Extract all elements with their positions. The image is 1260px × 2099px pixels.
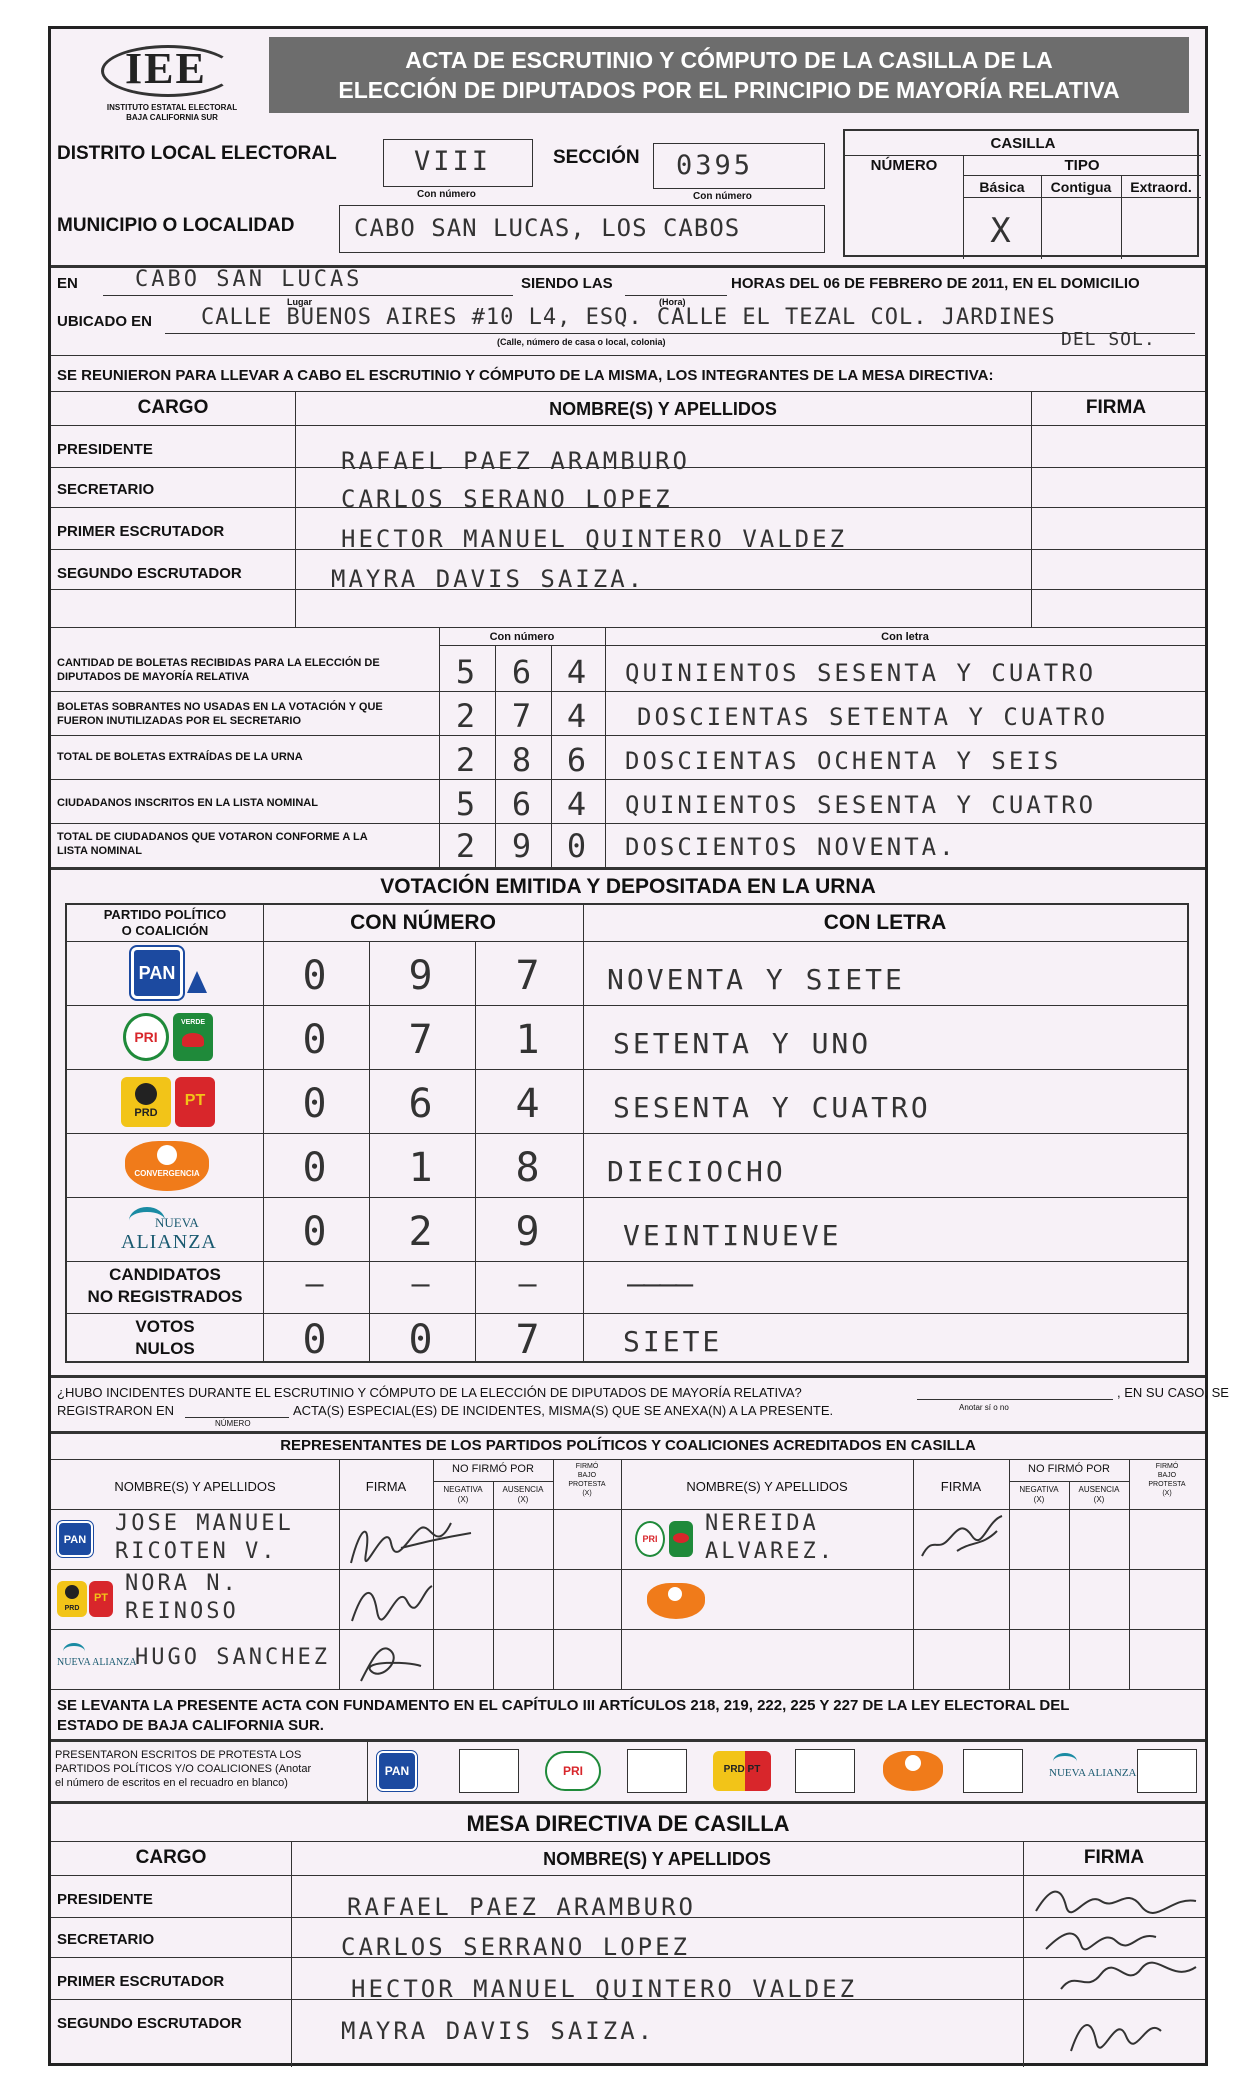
nueva-alianza-logo [117,1203,227,1257]
pan-logo [131,947,183,999]
casilla-contigua-label: Contigua [1050,179,1112,195]
count-digit: 4 [566,785,590,823]
rep-name-line2: REINOSO [125,1599,239,1624]
sun-icon [135,1083,157,1105]
officials-firma-header: FIRMA [1085,397,1147,418]
rep-negativa-left: NEGATIVA [443,1485,483,1494]
nulos-label-2: NULOS [135,1339,195,1358]
vote-digit: 0 [302,1081,330,1127]
count-label-line2: FUERON INUTILIZADAS POR EL SECRETARIO [57,715,302,727]
count-words: QUINIENTOS SESENTA Y CUATRO [625,659,1097,687]
address-line-2: DEL SOL. [1061,329,1156,350]
rep-firmo-right: FIRMÓ [1155,1463,1179,1470]
legal-line-2: ESTADO DE BAJA CALIFORNIA SUR. [57,1717,324,1734]
mesa-firma-header: FIRMA [1083,1847,1145,1868]
address-caption: (Calle, número de casa o local, colonia) [497,337,666,347]
rep-name-line1: NORA N. [125,1571,239,1596]
rep-signature-left-3 [351,1631,431,1687]
pt-logo-text: PT [184,1092,206,1109]
count-label-line1: CANTIDAD DE BOLETAS RECIBIDAS PARA LA ELECCIÓN DE [57,657,380,669]
rep-verde-logo [669,1521,693,1557]
count-digit: 2 [455,827,479,865]
rep-negativa-mark-left: (X) [457,1495,469,1504]
protest-pri-logo: PRI [545,1751,601,1791]
title-line-1: ACTA DE ESCRUTINIO Y CÓMPUTO DE LA CASILLA DE LA [405,47,1053,73]
pan-logo-text: PAN [138,963,176,983]
protest-line-1: PRESENTARON ESCRITOS DE PROTESTA LOS [55,1749,302,1761]
vote-words: SETENTA Y UNO [613,1027,872,1060]
protest-nueva-box[interactable] [1137,1749,1197,1793]
mesa-role: PRESIDENTE [57,1891,153,1908]
rep-prd-logo [57,1581,87,1617]
official-role: PRESIDENTE [57,441,153,458]
rep-pt-logo: PT [89,1581,113,1617]
rep-nofirmo-header-left: NO FIRMÓ POR [452,1463,534,1475]
siendo-label: SIENDO LAS [521,275,613,292]
vote-digit: 1 [408,1145,436,1191]
rep-name-header-left: NOMBRE(S) Y APELLIDOS [114,1479,276,1494]
vote-words: ———— [627,1267,692,1302]
vote-digit: 0 [302,953,330,999]
rep-protesta-mark-left: (X) [582,1490,592,1497]
mesa-cargo-header: CARGO [135,1847,207,1868]
institute-state: BAJA CALIFORNIA SUR [126,113,218,122]
representatives-table [51,1459,1205,1689]
vote-digit: — [411,1267,433,1302]
rep-name-line1: HUGO SANCHEZ [135,1645,330,1670]
pt-logo [175,1077,215,1127]
rep-negativa-mark-right: (X) [1033,1495,1045,1504]
protest-convergencia-box[interactable] [963,1749,1023,1793]
convergencia-logo [125,1141,209,1191]
rep-signature-left-1 [341,1513,481,1569]
count-digit: 8 [511,741,535,779]
protest-pan-box[interactable] [459,1749,519,1793]
title-line-2: ELECCIÓN DE DIPUTADOS POR EL PRINCIPIO DE MAYORÍA RELATIVA [338,77,1120,103]
vote-digit: 0 [302,1145,330,1191]
rep-name-line1: NEREIDA [705,1511,819,1536]
vote-digit: 1 [515,1017,543,1063]
rep-pan-logo [57,1521,93,1557]
rep-nueva-logo-text: NUEVA ALIANZA [57,1657,137,1668]
protest-nueva-logo [1047,1753,1137,1793]
official-name: CARLOS SERANO LOPEZ [341,485,673,513]
count-digit: 2 [455,741,479,779]
official-role: SECRETARIO [57,481,155,498]
municipality-label: MUNICIPIO O LOCALIDAD [57,215,295,236]
votes-numero-header: CON NÚMERO [350,911,496,934]
rep-firmo-left: FIRMÓ [575,1463,599,1470]
officials-cargo-header: CARGO [137,397,209,418]
count-digit: 9 [511,827,535,865]
mesa-role: SEGUNDO ESCRUTADOR [57,2015,242,2032]
prd-logo-text: PRD [134,1107,158,1119]
prd-logo [121,1077,171,1127]
rep-name-line2: ALVAREZ. [705,1539,835,1564]
count-label-line1: CIUDADANOS INSCRITOS EN LA LISTA NOMINAL [57,797,318,809]
no-registrados-label-2: NO REGISTRADOS [87,1287,243,1306]
incidents-line-1b: , EN SU CASO, SE [1117,1385,1229,1400]
mesa-name-header: NOMBRE(S) Y APELLIDOS [543,1849,771,1869]
vote-digit: 7 [515,1317,543,1363]
votes-title: VOTACIÓN EMITIDA Y DEPOSITADA EN LA URNA [380,875,876,898]
count-label-line1: TOTAL DE CIUDADANOS QUE VOTARON CONFORME A LA [57,831,368,843]
vote-digit: — [305,1267,327,1302]
count-label-line2: LISTA NOMINAL [57,845,142,857]
protest-prd-pt-logo: PRD PT [713,1751,771,1791]
protest-line-3: el número de escritos en el recuadro en blanco) [55,1777,288,1789]
rep-signature-right-1 [917,1511,1009,1567]
legal-line-1: SE LEVANTA LA PRESENTE ACTA CON FUNDAMENTO EN EL CAPÍTULO III ARTÍCULOS 218, 219, 222, 225 Y 227 DE LA LEY ELECTORAL DEL [57,1697,1070,1714]
casilla-extraord-label: Extraord. [1130,179,1192,195]
mesa-role: PRIMER ESCRUTADOR [57,1973,225,1990]
official-name: HECTOR MANUEL QUINTERO VALDEZ [341,525,848,553]
count-digit: 6 [566,741,590,779]
meeting-text: SE REUNIERON PARA LLEVAR A CABO EL ESCRUTINIO Y CÓMPUTO DE LA MISMA, LOS INTEGRANTES DE LA MESA DIRECTIVA: [57,367,994,384]
rep-bajo-left: BAJO [577,1472,597,1479]
vote-words: VEINTINUEVE [623,1219,842,1252]
section-field [653,143,825,189]
vote-digit: 2 [408,1209,436,1255]
count-digit: 0 [566,827,590,865]
protest-convergencia-logo [883,1751,943,1791]
incidents-line-1: ¿HUBO INCIDENTES DURANTE EL ESCRUTINIO Y CÓMPUTO DE LA ELECCIÓN DE DIPUTADOS DE MAYORÍA RELATIVA? [57,1385,802,1400]
casilla-basica-label: Básica [979,179,1025,195]
rep-name-header-right: NOMBRE(S) Y APELLIDOS [686,1479,848,1494]
rep-pri-logo-text: PRI [642,1534,658,1544]
institute-name: INSTITUTO ESTATAL ELECTORAL [106,103,238,112]
rep-convergencia-circle-icon [668,1587,682,1601]
protest-prd-box[interactable] [795,1749,855,1793]
nulos-label-1: VOTOS [135,1317,195,1336]
rep-pri-logo [635,1521,665,1557]
address-line-1: CALLE BUENOS AIRES #10 L4, ESQ. CALLE EL TEZAL COL. JARDINES [201,305,1056,330]
rep-nueva-logo [57,1641,137,1681]
rep-toucan-icon [673,1533,689,1543]
rep-bajo-right: BAJO [1157,1472,1177,1479]
ubicado-label: UBICADO EN [57,313,153,330]
mesa-signature-2 [1041,1921,1161,1957]
vote-digit: 8 [515,1145,543,1191]
votes-letra-header: CON LETRA [823,911,947,934]
vote-digit: 0 [302,1317,330,1363]
protest-line-2: PARTIDOS POLÍTICOS Y/O COALICIONES (Anotar [55,1763,312,1775]
vote-words: SESENTA Y CUATRO [613,1091,931,1124]
verde-logo-text: VERDE [180,1019,206,1026]
rep-protesta-mark-right: (X) [1162,1490,1172,1497]
vote-digit: 7 [408,1017,436,1063]
vote-digit: — [518,1267,540,1302]
casilla-numero-label: NÚMERO [870,157,938,174]
iee-logo [97,39,237,99]
count-digit: 5 [455,653,479,691]
logo-text: IEE [125,44,207,93]
count-digit: 5 [455,785,479,823]
vote-digit: 7 [515,953,543,999]
mesa-name: RAFAEL PAEZ ARAMBURO [347,1893,696,1921]
counts-letra-header: Con letra [881,631,929,643]
rep-ausencia-mark-right: (X) [1093,1495,1105,1504]
rep-firma-header-right: FIRMA [940,1479,982,1494]
vote-digit: 0 [302,1017,330,1063]
rep-prd-logo-text: PRD [64,1605,80,1612]
district-value: VIII [414,146,492,177]
pan-emblem-icon [187,971,207,993]
votes-table [65,903,1189,1363]
votes-party-header-1: PARTIDO POLÍTICO [103,907,227,922]
title-bar [269,37,1189,113]
rep-signature-left-2 [347,1571,437,1627]
protest-nueva-text: NUEVA ALIANZA [1049,1767,1137,1779]
rep-nofirmo-header-right: NO FIRMÓ POR [1028,1463,1110,1475]
mesa-signature-3 [1051,1959,1201,1999]
count-digit: 2 [455,697,479,735]
count-label-line1: TOTAL DE BOLETAS EXTRAÍDAS DE LA URNA [57,751,303,763]
convergencia-logo-text: CONVERGENCIA [134,1169,200,1178]
vote-digit: 9 [515,1209,543,1255]
officials-name-header: NOMBRE(S) Y APELLIDOS [549,399,777,419]
location-place: CABO SAN LUCAS [135,267,363,292]
en-label: EN [57,275,78,292]
protest-convergencia-circle-icon [905,1755,921,1771]
district-caption: Con número [417,189,476,200]
rep-ausencia-right: AUSENCIA [1078,1485,1120,1494]
mesa-name: MAYRA DAVIS SAIZA. [341,2017,656,2045]
official-name: RAFAEL PAEZ ARAMBURO [341,447,690,475]
rep-sun-icon [65,1585,79,1599]
district-field [383,139,533,187]
count-label-line2: DIPUTADOS DE MAYORÍA RELATIVA [57,671,250,683]
casilla-basica-mark: X [990,211,1014,251]
alianza-logo-text: ALIANZA [121,1231,217,1253]
section-value: 0395 [676,150,754,181]
mesa-signature-1 [1031,1881,1201,1921]
section-caption: Con número [693,191,752,202]
rep-protesta-right: PROTESTA [1148,1481,1186,1488]
vote-digit: 9 [408,953,436,999]
casilla-box [843,129,1199,257]
verde-logo [173,1013,213,1061]
nueva-logo-text: NUEVA [155,1215,199,1230]
count-digit: 6 [511,785,535,823]
vote-words: SIETE [623,1325,723,1358]
no-registrados-label-1: CANDIDATOS [109,1265,221,1284]
votes-party-header-2: O COALICIÓN [121,923,209,938]
district-label: DISTRITO LOCAL ELECTORAL [57,143,337,164]
official-name: MAYRA DAVIS SAIZA. [331,565,646,593]
vote-words: DIECIOCHO [607,1155,786,1188]
counts-numero-header: Con número [489,631,555,643]
hora-caption: (Hora) [659,297,686,307]
horas-text: HORAS DEL 06 DE FEBRERO DE 2011, EN EL DOMICILIO [731,275,1140,292]
mesa-role: SECRETARIO [57,1931,155,1948]
rep-name-line1: JOSE MANUEL [115,1511,294,1536]
rep-convergencia-logo [647,1583,705,1619]
count-digit: 4 [566,653,590,691]
rep-protesta-left: PROTESTA [568,1481,606,1488]
count-digit: 4 [566,697,590,735]
representatives-title: REPRESENTANTES DE LOS PARTIDOS POLÍTICOS Y COALICIONES ACREDITADOS EN CASILLA [280,1437,976,1454]
pri-logo [123,1013,169,1061]
toucan-icon [182,1033,204,1047]
convergencia-circle-icon [157,1145,177,1165]
rep-name-line2: RICOTEN V. [115,1539,278,1564]
incidents-numero-caption: NÚMERO [215,1419,251,1428]
rep-firma-header-left: FIRMA [365,1479,407,1494]
count-words: DOSCIENTAS SETENTA Y CUATRO [637,703,1109,731]
mesa-signature-4 [1061,2001,1181,2061]
incidents-line-2b: ACTA(S) ESPECIAL(ES) DE INCIDENTES, MISMA(S) QUE SE ANEXA(N) A LA PRESENTE. [293,1403,834,1418]
count-words: DOSCIENTOS NOVENTA. [625,833,957,861]
vote-words: NOVENTA Y SIETE [607,963,905,996]
protest-pri-box[interactable] [627,1749,687,1793]
lugar-caption: Lugar [287,297,313,307]
rep-ausencia-mark-left: (X) [517,1495,529,1504]
vote-digit: 4 [515,1081,543,1127]
incidents-anotar-caption: Anotar sí o no [959,1403,1009,1412]
vote-digit: 0 [302,1209,330,1255]
official-role: PRIMER ESCRUTADOR [57,523,225,540]
pri-logo-text: PRI [134,1029,158,1045]
acta-sheet [48,26,1229,2066]
mesa-name: CARLOS SERRANO LOPEZ [341,1933,690,1961]
municipality-value: CABO SAN LUCAS, LOS CABOS [354,214,741,242]
vote-digit: 0 [408,1317,436,1363]
casilla-title: CASILLA [990,135,1056,152]
rep-negativa-right: NEGATIVA [1019,1485,1059,1494]
count-digit: 7 [511,697,535,735]
municipality-field [339,205,825,253]
rep-ausencia-left: AUSENCIA [502,1485,544,1494]
official-role: SEGUNDO ESCRUTADOR [57,565,242,582]
count-digit: 6 [511,653,535,691]
rep-pan-logo-text: PAN [63,1534,87,1546]
vote-digit: 6 [408,1081,436,1127]
mesa-title: MESA DIRECTIVA DE CASILLA [466,1811,790,1836]
protest-pan-logo: PAN [377,1751,417,1791]
count-words: QUINIENTOS SESENTA Y CUATRO [625,791,1097,819]
section-label: SECCIÓN [553,147,640,168]
count-words: DOSCIENTAS OCHENTA Y SEIS [625,747,1062,775]
incidents-line-2a: REGISTRARON EN [57,1403,175,1418]
count-label-line1: BOLETAS SOBRANTES NO USADAS EN LA VOTACIÓN Y QUE [57,701,383,713]
casilla-tipo-label: TIPO [1064,157,1100,174]
mesa-name: HECTOR MANUEL QUINTERO VALDEZ [351,1975,858,2003]
